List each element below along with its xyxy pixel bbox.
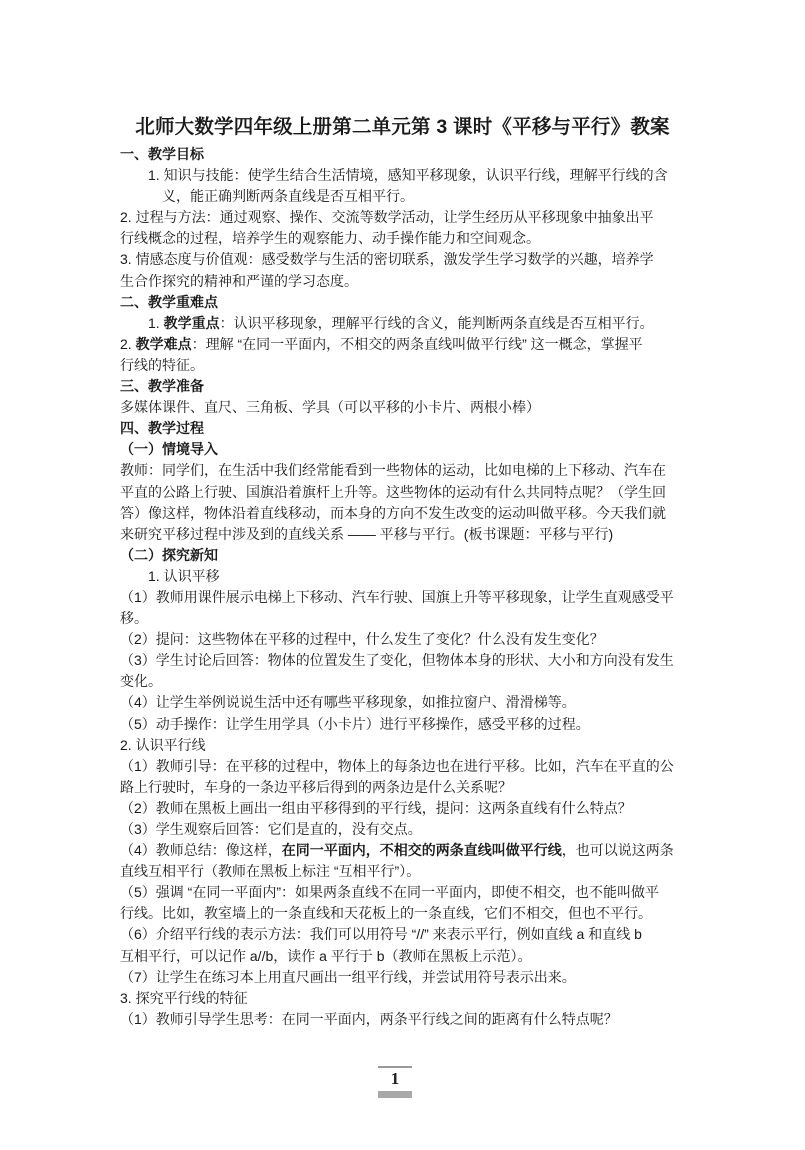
text-line [120, 735, 690, 756]
text-line [120, 397, 690, 418]
text-line [120, 165, 690, 186]
text-segment: 2. [120, 335, 136, 352]
text-segment: （一）情境导入 [120, 441, 218, 458]
text-segment: 路上行驶时，车身的一条边平移后得到的两条边是什么关系呢？ [120, 778, 512, 795]
text-line [120, 608, 690, 629]
text-line [120, 186, 690, 207]
text-segment: 1. [148, 314, 164, 331]
text-segment: 多媒体课件、直尺、三角板、学具（可以平移的小卡片、两根小棒） [120, 399, 540, 416]
text-segment: （2）提问：这些物体在平移的过程中，什么发生了变化？什么没有发生变化？ [120, 631, 604, 648]
text-line [120, 355, 690, 376]
text-line [120, 882, 690, 903]
document-body [120, 144, 690, 1030]
section-heading [120, 545, 690, 566]
text-segment: 变化。 [120, 673, 162, 690]
text-segment: 3. 情感态度与价值观：感受数学与生活的密切联系，激发学生学习数学的兴趣，培养学 [120, 251, 654, 268]
text-line [120, 924, 690, 945]
text-line [120, 271, 690, 292]
page-number-bar [378, 1091, 412, 1098]
text-line [120, 207, 690, 228]
text-line [120, 228, 690, 249]
text-line [120, 777, 690, 798]
section-heading [120, 144, 690, 165]
text-segment: （6）介绍平行线的表示方法：我们可以用符号 “//” 来表示平行，例如直线 a 和直线 b [120, 926, 642, 943]
text-segment: 教师：同学们，在生活中我们经常能看到一些物体的运动，比如电梯的上下移动、汽车在 [120, 462, 666, 479]
bold-text: 在同一平面内，不相交的两条直线叫做平行线 [281, 842, 562, 859]
text-segment: ，也可以说这两条 [561, 842, 674, 859]
text-line [120, 840, 690, 861]
text-line [120, 798, 690, 819]
text-segment: 平直的公路上行驶、国旗沿着旗杆上升等。这些物体的运动有什么共同特点呢？（学生回 [120, 483, 666, 500]
text-segment: 3. 探究平行线的特征 [120, 989, 248, 1006]
text-segment: 互相平行，可以记作 a//b，读作 a 平行于 b（教师在黑板上示范）。 [120, 947, 532, 964]
text-line [120, 503, 690, 524]
text-segment: 2. 过程与方法：通过观察、操作、交流等数学活动，让学生经历从平移现象中抽象出平 [120, 209, 654, 226]
text-segment: 生合作探究的精神和严谨的学习态度。 [120, 272, 358, 289]
text-segment: （4）教师总结：像这样， [120, 842, 282, 859]
text-line [120, 967, 690, 988]
page-number: 1 [390, 1069, 400, 1088]
text-line [120, 1009, 690, 1030]
text-segment: 三、教学准备 [120, 378, 204, 395]
text-segment: 一、教学目标 [120, 146, 204, 162]
bold-text: 教学重点 [163, 314, 220, 331]
text-segment: 二、教学重难点 [120, 293, 218, 310]
section-heading [120, 376, 690, 397]
text-segment: 2. 认识平行线 [120, 736, 206, 753]
text-line [120, 988, 690, 1009]
text-segment: （1）教师用课件展示电梯上下移动、汽车行驶、国旗上升等平移现象，让学生直观感受平 [120, 588, 674, 605]
text-segment: （5）动手操作：让学生用学具（小卡片）进行平移操作，感受平移的过程。 [120, 715, 590, 732]
section-heading [120, 418, 690, 439]
text-segment: 行线概念的过程，培养学生的观察能力、动手操作能力和空间观念。 [120, 230, 540, 247]
text-line [120, 334, 690, 355]
text-line [120, 692, 690, 713]
text-segment: （4）让学生举例说说生活中还有哪些平移现象，如推拉窗户、滑滑梯等。 [120, 694, 576, 711]
text-line [120, 861, 690, 882]
text-segment: 答）像这样，物体沿着直线移动，而本身的方向不发生改变的运动叫做平移。今天我们就 [120, 504, 666, 521]
text-segment: 四、教学过程 [120, 420, 204, 437]
text-line [120, 313, 690, 334]
text-segment: （7）让学生在练习本上用直尺画出一组平行线，并尝试用符号表示出来。 [120, 968, 576, 985]
text-line [120, 482, 690, 503]
text-line [120, 566, 690, 587]
text-line [120, 460, 690, 481]
text-line [120, 819, 690, 840]
text-line [120, 714, 690, 735]
text-line [120, 249, 690, 270]
text-segment: （1）教师引导学生思考：在同一平面内，两条平行线之间的距离有什么特点呢？ [120, 1010, 618, 1027]
text-segment: ：认识平移现象，理解平行线的含义，能判断两条直线是否互相平行。 [219, 314, 654, 331]
text-segment: 1. 知识与技能：使学生结合生活情境，感知平移现象，认识平行线，理解平行线的含 [148, 167, 668, 184]
text-line [120, 903, 690, 924]
text-segment: （二）探究新知 [120, 546, 218, 563]
text-segment: 直线互相平行（教师在黑板上标注 “互相平行”）。 [120, 863, 421, 880]
text-line [120, 587, 690, 608]
document-title: 北师大数学四年级上册第二单元第 3 课时《平移与平行》教案 [135, 116, 670, 138]
text-segment: 移。 [120, 610, 148, 627]
text-line [120, 671, 690, 692]
text-segment: （3）学生讨论后回答：物体的位置发生了变化，但物体本身的形状、大小和方向没有发生 [120, 652, 674, 669]
text-segment: 行线。比如，教室墙上的一条直线和天花板上的一条直线，它们不相交，但也不平行。 [120, 905, 652, 922]
section-heading [120, 439, 690, 460]
text-segment: 行线的特征。 [120, 356, 204, 373]
text-line [120, 629, 690, 650]
text-segment: （5）强调 “在同一平面内”：如果两条直线不在同一平面内，即使不相交，也不能叫做平 [120, 884, 659, 901]
text-line [120, 650, 690, 671]
text-segment: （3）学生观察后回答：它们是直的，没有交点。 [120, 821, 422, 837]
section-heading [120, 292, 690, 313]
text-segment: 来研究平移过程中涉及到的直线关系 —— 平移与平行。(板书课题：平移与平行) [120, 525, 614, 542]
text-segment: （1）教师引导：在平移的过程中，物体上的每条边也在进行平移。比如，汽车在平直的公 [120, 757, 674, 774]
text-segment: （2）教师在黑板上画出一组由平移得到的平行线，提问：这两条直线有什么特点？ [120, 799, 632, 816]
page-number-rule [378, 1066, 412, 1068]
text-line [120, 946, 690, 967]
bold-text: 教学难点 [135, 335, 192, 352]
text-segment: 1. 认识平移 [148, 567, 220, 584]
text-segment: 义，能正确判断两条直线是否互相平行。 [162, 188, 414, 205]
text-line [120, 524, 690, 545]
text-line [120, 756, 690, 777]
text-segment: ：理解 “在同一平面内，不相交的两条直线叫做平行线” 这一概念，掌握平 [191, 335, 643, 352]
